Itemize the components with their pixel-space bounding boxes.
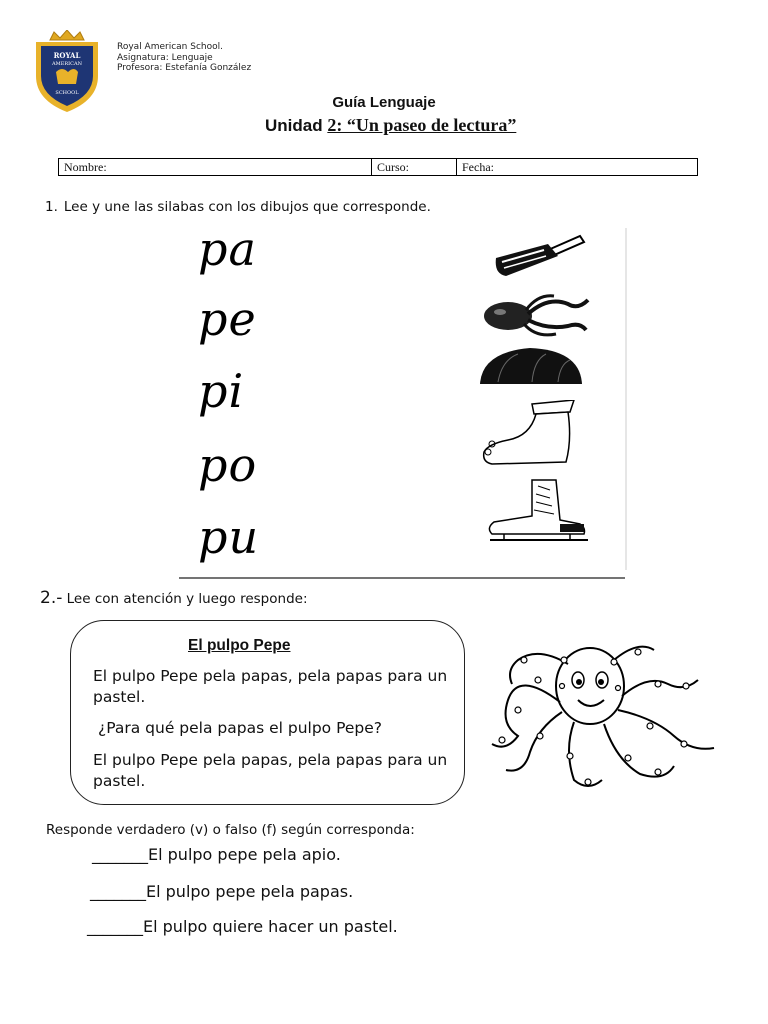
syllable-po: po [198, 438, 258, 492]
name-field[interactable]: Nombre: [59, 159, 372, 176]
school-name: Royal American School. [117, 42, 223, 52]
story-title: El pulpo Pepe [188, 637, 291, 654]
teacher-line: Profesora: Estefanía González [117, 63, 252, 73]
svg-text:SCHOOL: SCHOOL [55, 90, 79, 96]
question-1-text: Lee y une las silabas con los dibujos que corresponde. [63, 199, 431, 215]
story-paragraph-1: El pulpo Pepe pela papas, pela papas para un pastel. [93, 667, 448, 706]
svg-text:AMERICAN: AMERICAN [52, 61, 82, 67]
page-title: Guía Lenguaje [332, 94, 436, 111]
svg-text:ROYAL: ROYAL [53, 51, 81, 60]
octopus-illustration [478, 640, 723, 795]
story-paragraph-2: El pulpo Pepe pela papas, pela papas para un pastel. [93, 751, 448, 790]
date-field[interactable]: Fecha: [457, 159, 698, 176]
question-2 [40, 588, 308, 608]
unit-title [265, 115, 516, 136]
skate-icon [484, 476, 592, 546]
true-false-item[interactable]: _______El pulpo pepe pela papas. [90, 882, 354, 901]
octopus-small-icon [478, 290, 593, 340]
unit-name: 2: “Un paseo de lectura” [327, 115, 517, 135]
question-1 [45, 199, 431, 215]
school-header [117, 42, 251, 74]
student-info-table [58, 158, 698, 176]
unit-label: Unidad [265, 116, 328, 135]
question-2-number: 2.- [40, 588, 63, 608]
course-field[interactable]: Curso: [372, 159, 457, 176]
true-false-instruction: Responde verdadero (v) o falso (f) según corresponda: [46, 822, 415, 838]
story-question: ¿Para qué pela papas el pulpo Pepe? [98, 719, 383, 737]
foot-icon [478, 400, 580, 470]
subject-line: Asignatura: Lenguaje [117, 52, 213, 63]
question-1-number: 1. [45, 199, 58, 215]
paleta-icon [488, 230, 588, 284]
true-false-item[interactable]: _______El pulpo pepe pela apio. [92, 845, 341, 864]
hair-icon [478, 346, 584, 386]
syllable-pe: pe [198, 292, 257, 346]
question-2-text: Lee con atención y luego responde: [62, 591, 308, 607]
syllable-pa: pa [198, 222, 257, 276]
syllable-pi: pi [198, 364, 245, 418]
true-false-item[interactable]: _______El pulpo quiere hacer un pastel. [87, 917, 398, 936]
syllable-pu: pu [198, 510, 260, 564]
